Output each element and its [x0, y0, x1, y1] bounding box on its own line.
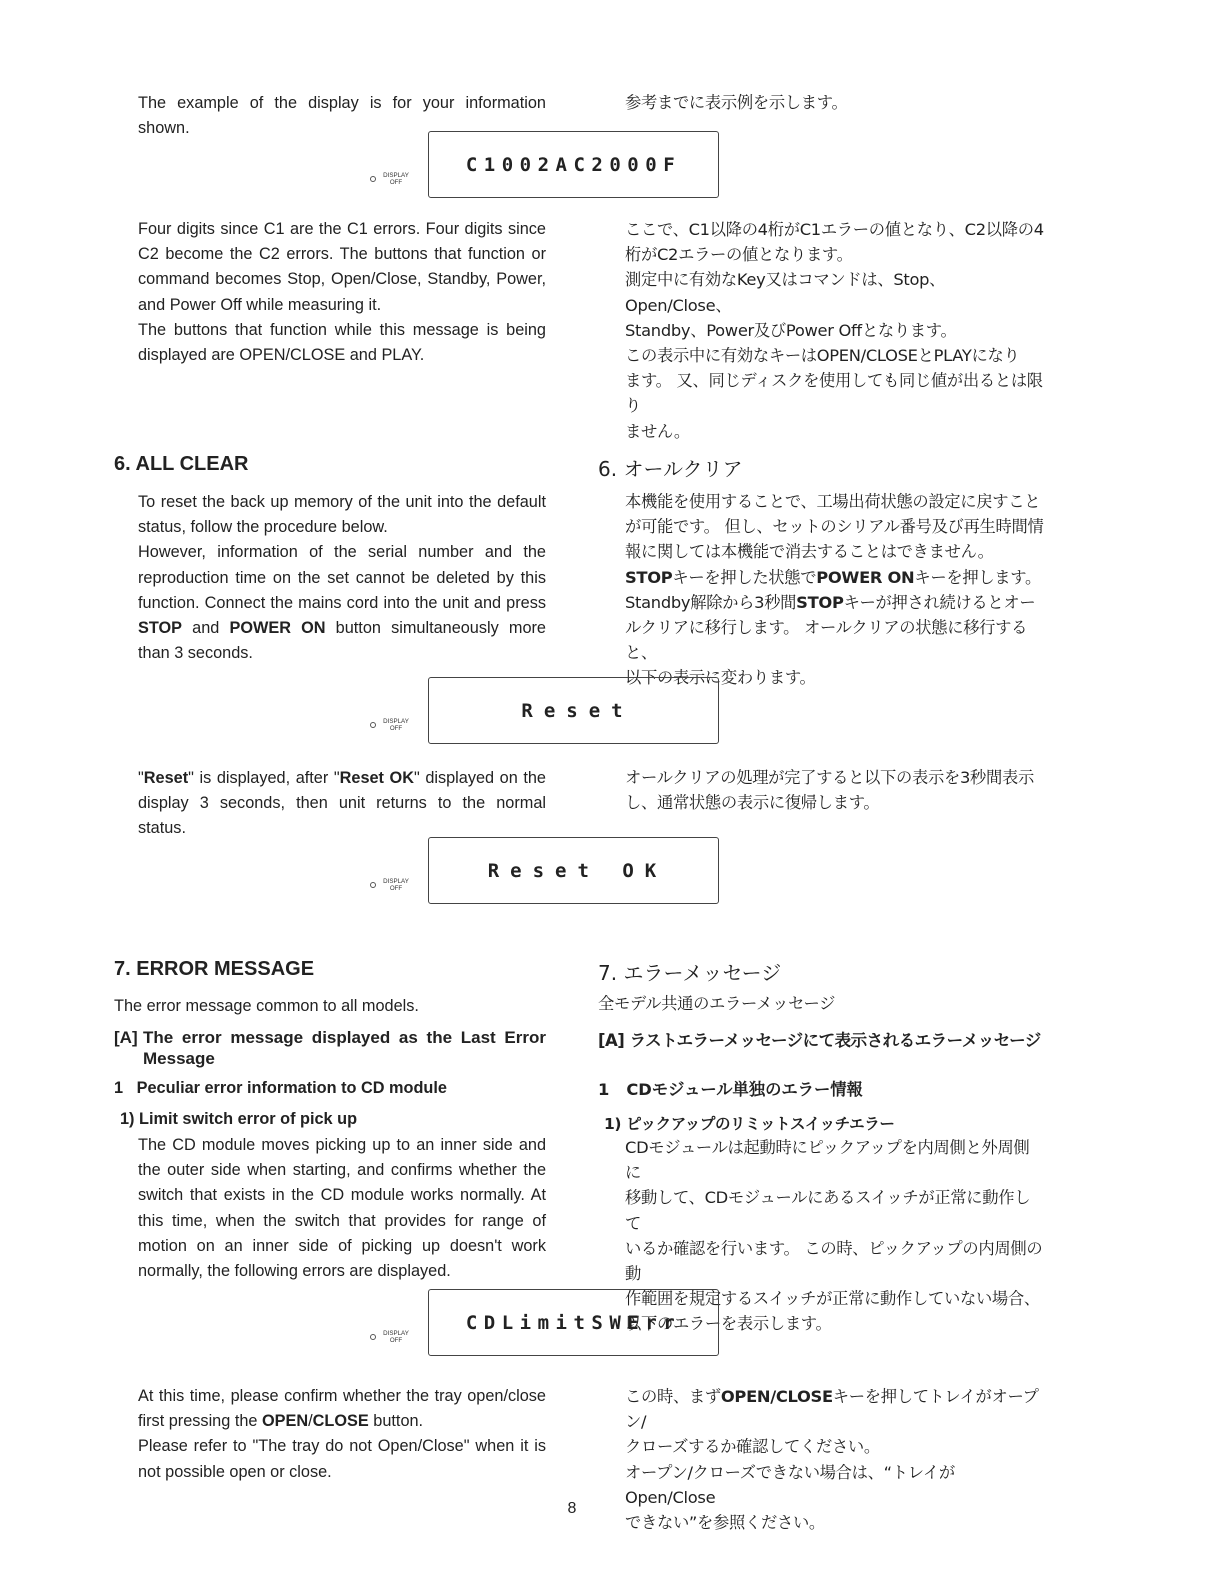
sec7-a-heading-en: [114, 1027, 546, 1069]
sec7-body-ja-line: 作範囲を規定するスイッチが正常に動作していない場合、: [625, 1289, 1040, 1309]
desc1-ja-line: ます。 又、同じディスクを使用しても同じ値が出るとは限り: [625, 371, 1043, 416]
lcd-display: [428, 1289, 719, 1356]
desc1-en-p1: Four digits since C1 are the C1 errors. Four digits since C2 become the C2 errors. The buttons that function or command becomes Stop, Open/Close, Standby, Power, and Power Off while measuring it.: [138, 220, 546, 314]
reset-desc-en: "Reset" is displayed, after "Reset OK" displayed on the display 3 seconds, then unit returns to the normal status.: [138, 769, 546, 838]
final-ja-line: この時、まずOPEN/CLOSEキーを押してトレイがオープン/: [625, 1387, 1039, 1432]
intro-ja: 参考までに表示例を示します。: [625, 93, 848, 112]
final-en-p1: At this time, please confirm whether the tray open/close first pressing the OPEN/CLOSE button.: [138, 1387, 546, 1431]
display-off-label: DISPLAY OFF: [383, 172, 409, 186]
section-7-title-ja: 7. エラーメッセージ: [598, 961, 782, 985]
sec6-ja-line: 以下の表示に変わります。: [625, 668, 816, 688]
sec7-1-heading-ja: 1 CDモジュール単独のエラー情報: [598, 1080, 863, 1099]
sec7-intro-ja: 全モデル共通のエラーメッセージ: [598, 994, 836, 1013]
sec6-ja: [625, 489, 1045, 691]
sec6-ja-line: 報に関しては本機能で消去することはできません。: [625, 542, 994, 562]
sec7-body-en: The CD module moves picking up to an inner side and the outer side when starting, and confirms whether the switch that exists in the CD module works normally. At this time, when the switch that provides for range of motion on an inner side of picking up doesn't work normally, the following errors are displayed.: [138, 1136, 546, 1281]
desc1-ja: [625, 217, 1045, 444]
sec6-ja-line: 本機能を使用することで、工場出荷状態の設定に戻すこと: [625, 492, 1041, 511]
reset-desc-ja-line: し、通常状態の表示に復帰します。: [625, 793, 880, 813]
indicator-led-icon: [370, 722, 376, 728]
indicator-led-icon: [370, 1334, 376, 1340]
reset-desc-ja-line: オールクリアの処理が完了すると以下の表示を3秒間表示: [625, 768, 1034, 787]
sec6-ja-line: ルクリアに移行します。 オールクリアの状態に移行すると、: [625, 618, 1028, 663]
desc1-ja-line: 測定中に有効なKey又はコマンドは、Stop、Open/Close、: [625, 270, 946, 315]
sec7-a-text: The error message displayed as the Last Error Message: [143, 1028, 546, 1068]
lcd-display: [428, 677, 719, 744]
sec7-body-ja-line: いるか確認を行います。 この時、ピックアップの内周側の動: [625, 1238, 1043, 1284]
lcd-text: CDLimitSWErr: [465, 1311, 682, 1334]
sec7-sub-heading-ja: 1) ピックアップのリミットスイッチエラー: [604, 1115, 895, 1133]
final-ja-line: できない”を参照ください。: [625, 1513, 825, 1533]
final-ja: [625, 1384, 1045, 1535]
desc1-ja-line: 桁がC2エラーの値となります。: [625, 245, 853, 265]
lcd-text: Reset: [521, 699, 634, 722]
lcd-display: [428, 837, 719, 904]
lcd-text: Reset OK: [487, 859, 668, 882]
lcd-display: [428, 131, 719, 198]
sec7-body-ja-line: CDモジュールは起動時にピックアップを内周側と外周側に: [625, 1138, 1030, 1183]
sec6-ja-line: が可能です。 但し、セットのシリアル番号及び再生時間情: [625, 517, 1044, 537]
final-en: [138, 1384, 546, 1485]
final-ja-line: クローズするか確認してください。: [625, 1437, 880, 1457]
final-ja-line: オープン/クローズできない場合は、“トレイがOpen/Close: [625, 1462, 955, 1507]
sec6-ja-line: Standby解除から3秒間STOPキーが押され続けるとオー: [625, 592, 1036, 612]
lcd-text: C1002AC2000F: [465, 153, 682, 176]
reset-desc-ja: [625, 765, 1045, 815]
desc1-ja-line: ません。: [625, 421, 690, 441]
desc1-ja-line: Standby、Power及びPower Offとなります。: [625, 320, 957, 340]
sec7-sub-heading-en: 1) Limit switch error of pick up: [120, 1110, 358, 1128]
display-off-label: DISPLAY OFF: [383, 1330, 409, 1344]
sec7-intro-en: The error message common to all models.: [114, 997, 419, 1015]
desc1-ja-line: ここで、C1以降の4桁がC1エラーの値となり、C2以降の4: [625, 220, 1044, 239]
desc1-en-p2: The buttons that function while this message is being displayed are OPEN/CLOSE and PLAY.: [138, 320, 546, 365]
sec6-ja-line: STOPキーを押した状態でPOWER ONキーを押します。: [625, 567, 1041, 587]
desc1-ja-line: この表示中に有効なキーはOPEN/CLOSEとPLAYになり: [625, 346, 1020, 366]
sec7-1-heading-en: 1 Peculiar error information to CD module: [114, 1079, 447, 1097]
sec6-en: [138, 490, 546, 666]
sec6-en-p1: To reset the back up memory of the unit into the default status, follow the procedure below.: [138, 493, 546, 537]
desc1-en: [138, 217, 546, 368]
section-6-title-en: 6. ALL CLEAR: [114, 453, 249, 475]
sec7-body-ja-line: 以下のエラーを表示します。: [625, 1314, 832, 1334]
final-en-p2: Please refer to "The tray do not Open/Close" when it is not possible open or close.: [138, 1437, 546, 1481]
section-7-title-en: 7. ERROR MESSAGE: [114, 958, 315, 980]
page-number: 8: [567, 1500, 577, 1517]
indicator-led-icon: [370, 176, 376, 182]
indicator-led-icon: [370, 882, 376, 888]
display-off-label: DISPLAY OFF: [383, 878, 409, 892]
intro-en: The example of the display is for your information shown.: [138, 94, 546, 138]
sec7-a-heading-ja: [A] ラストエラーメッセージにて表示されるエラーメッセージ: [598, 1031, 1041, 1050]
sec7-body-ja-line: 移動して、CDモジュールにあるスイッチが正常に動作して: [625, 1188, 1031, 1233]
section-6-title-ja: 6. オールクリア: [598, 457, 743, 481]
display-off-label: DISPLAY OFF: [383, 718, 409, 732]
sec6-en-p2: However, information of the serial number and the reproduction time on the set cannot be deleted by this function. Connect the mains cord into the unit and press STOP and POWER ON button simultaneously more than 3 seconds.: [138, 543, 546, 663]
sec7-a-label: [A]: [114, 1028, 138, 1047]
